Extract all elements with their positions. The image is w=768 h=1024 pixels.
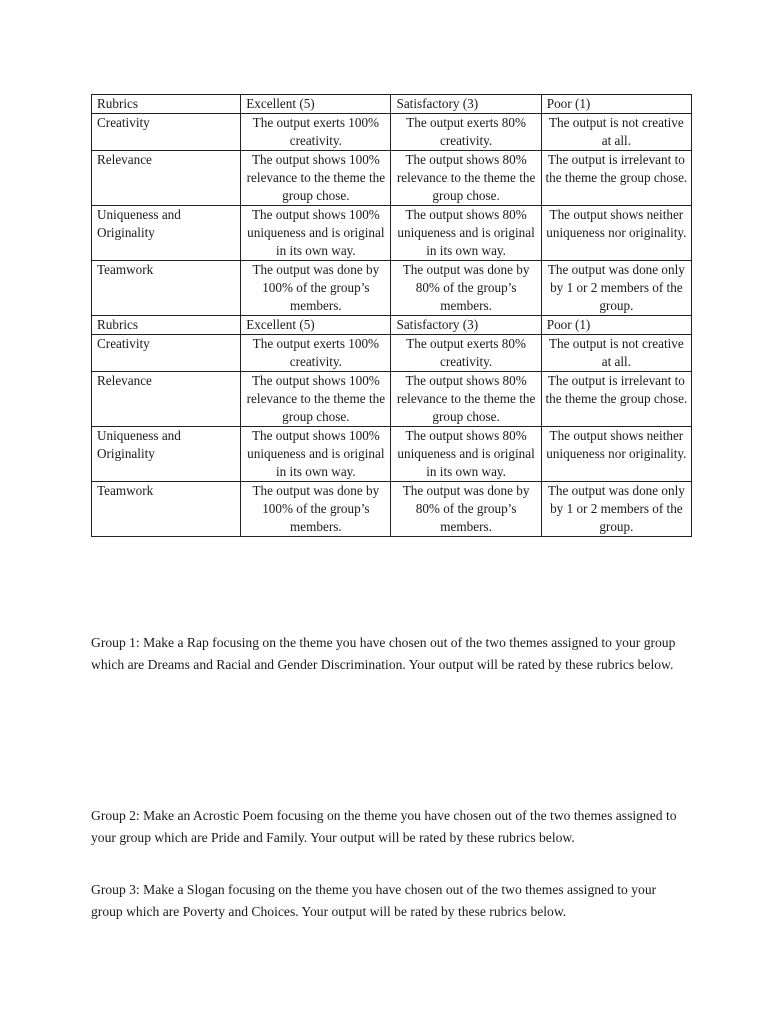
group-2-instructions: Group 2: Make an Acrostic Poem focusing on the theme you have chosen out of the two themes assigned to your group which are Pride and Family. Your output will be rated by these rubrics below. — [91, 808, 677, 845]
table-row — [92, 151, 692, 206]
header-satisfactory: Satisfactory (3) — [391, 316, 541, 335]
table-row — [92, 206, 692, 261]
table-header-row — [92, 95, 692, 114]
table-row — [92, 372, 692, 427]
header-rubrics: Rubrics — [92, 95, 241, 114]
criterion-cell: Relevance — [92, 372, 241, 427]
excellent-cell: The output shows 100% uniqueness and is original in its own way. — [241, 206, 391, 261]
poor-cell: The output shows neither uniqueness nor originality. — [541, 206, 691, 261]
satisfactory-cell: The output was done by 80% of the group’s members. — [391, 482, 541, 537]
satisfactory-cell: The output shows 80% relevance to the theme the group chose. — [391, 372, 541, 427]
header-satisfactory: Satisfactory (3) — [391, 95, 541, 114]
excellent-cell: The output shows 100% relevance to the theme the group chose. — [241, 372, 391, 427]
rubrics-table — [91, 94, 692, 537]
table-row — [92, 482, 692, 537]
satisfactory-cell: The output exerts 80% creativity. — [391, 335, 541, 372]
group-1-instructions: Group 1: Make a Rap focusing on the theme you have chosen out of the two themes assigned to your group which are Dreams and Racial and Gender Discrimination. Your output will be rated by these rubrics below. — [91, 635, 676, 672]
excellent-cell: The output shows 100% uniqueness and is original in its own way. — [241, 427, 391, 482]
criterion-cell: Teamwork — [92, 482, 241, 537]
satisfactory-cell: The output was done by 80% of the group’s members. — [391, 261, 541, 316]
table-row — [92, 114, 692, 151]
excellent-cell: The output exerts 100% creativity. — [241, 335, 391, 372]
excellent-cell: The output exerts 100% creativity. — [241, 114, 391, 151]
satisfactory-cell: The output shows 80% uniqueness and is original in its own way. — [391, 427, 541, 482]
criterion-cell: Relevance — [92, 151, 241, 206]
header-poor: Poor (1) — [541, 95, 691, 114]
criterion-cell: Creativity — [92, 335, 241, 372]
header-excellent: Excellent (5) — [241, 316, 391, 335]
poor-cell: The output is not creative at all. — [541, 114, 691, 151]
satisfactory-cell: The output exerts 80% creativity. — [391, 114, 541, 151]
poor-cell: The output is not creative at all. — [541, 335, 691, 372]
criterion-cell: Uniqueness and Originality — [92, 427, 241, 482]
satisfactory-cell: The output shows 80% relevance to the theme the group chose. — [391, 151, 541, 206]
poor-cell: The output is irrelevant to the theme the group chose. — [541, 372, 691, 427]
poor-cell: The output was done only by 1 or 2 members of the group. — [541, 261, 691, 316]
criterion-cell: Uniqueness and Originality — [92, 206, 241, 261]
header-poor: Poor (1) — [541, 316, 691, 335]
table-row — [92, 335, 692, 372]
group-3-instructions: Group 3: Make a Slogan focusing on the theme you have chosen out of the two themes assigned to your group which are Poverty and Choices. Your output will be rated by these rubrics below. — [91, 882, 657, 919]
criterion-cell: Creativity — [92, 114, 241, 151]
poor-cell: The output was done only by 1 or 2 members of the group. — [541, 482, 691, 537]
criterion-cell: Teamwork — [92, 261, 241, 316]
poor-cell: The output is irrelevant to the theme the group chose. — [541, 151, 691, 206]
table-header-row — [92, 316, 692, 335]
header-rubrics: Rubrics — [92, 316, 241, 335]
table-row — [92, 427, 692, 482]
header-excellent: Excellent (5) — [241, 95, 391, 114]
satisfactory-cell: The output shows 80% uniqueness and is original in its own way. — [391, 206, 541, 261]
poor-cell: The output shows neither uniqueness nor originality. — [541, 427, 691, 482]
table-row — [92, 261, 692, 316]
excellent-cell: The output was done by 100% of the group’s members. — [241, 261, 391, 316]
excellent-cell: The output was done by 100% of the group’s members. — [241, 482, 391, 537]
excellent-cell: The output shows 100% relevance to the theme the group chose. — [241, 151, 391, 206]
